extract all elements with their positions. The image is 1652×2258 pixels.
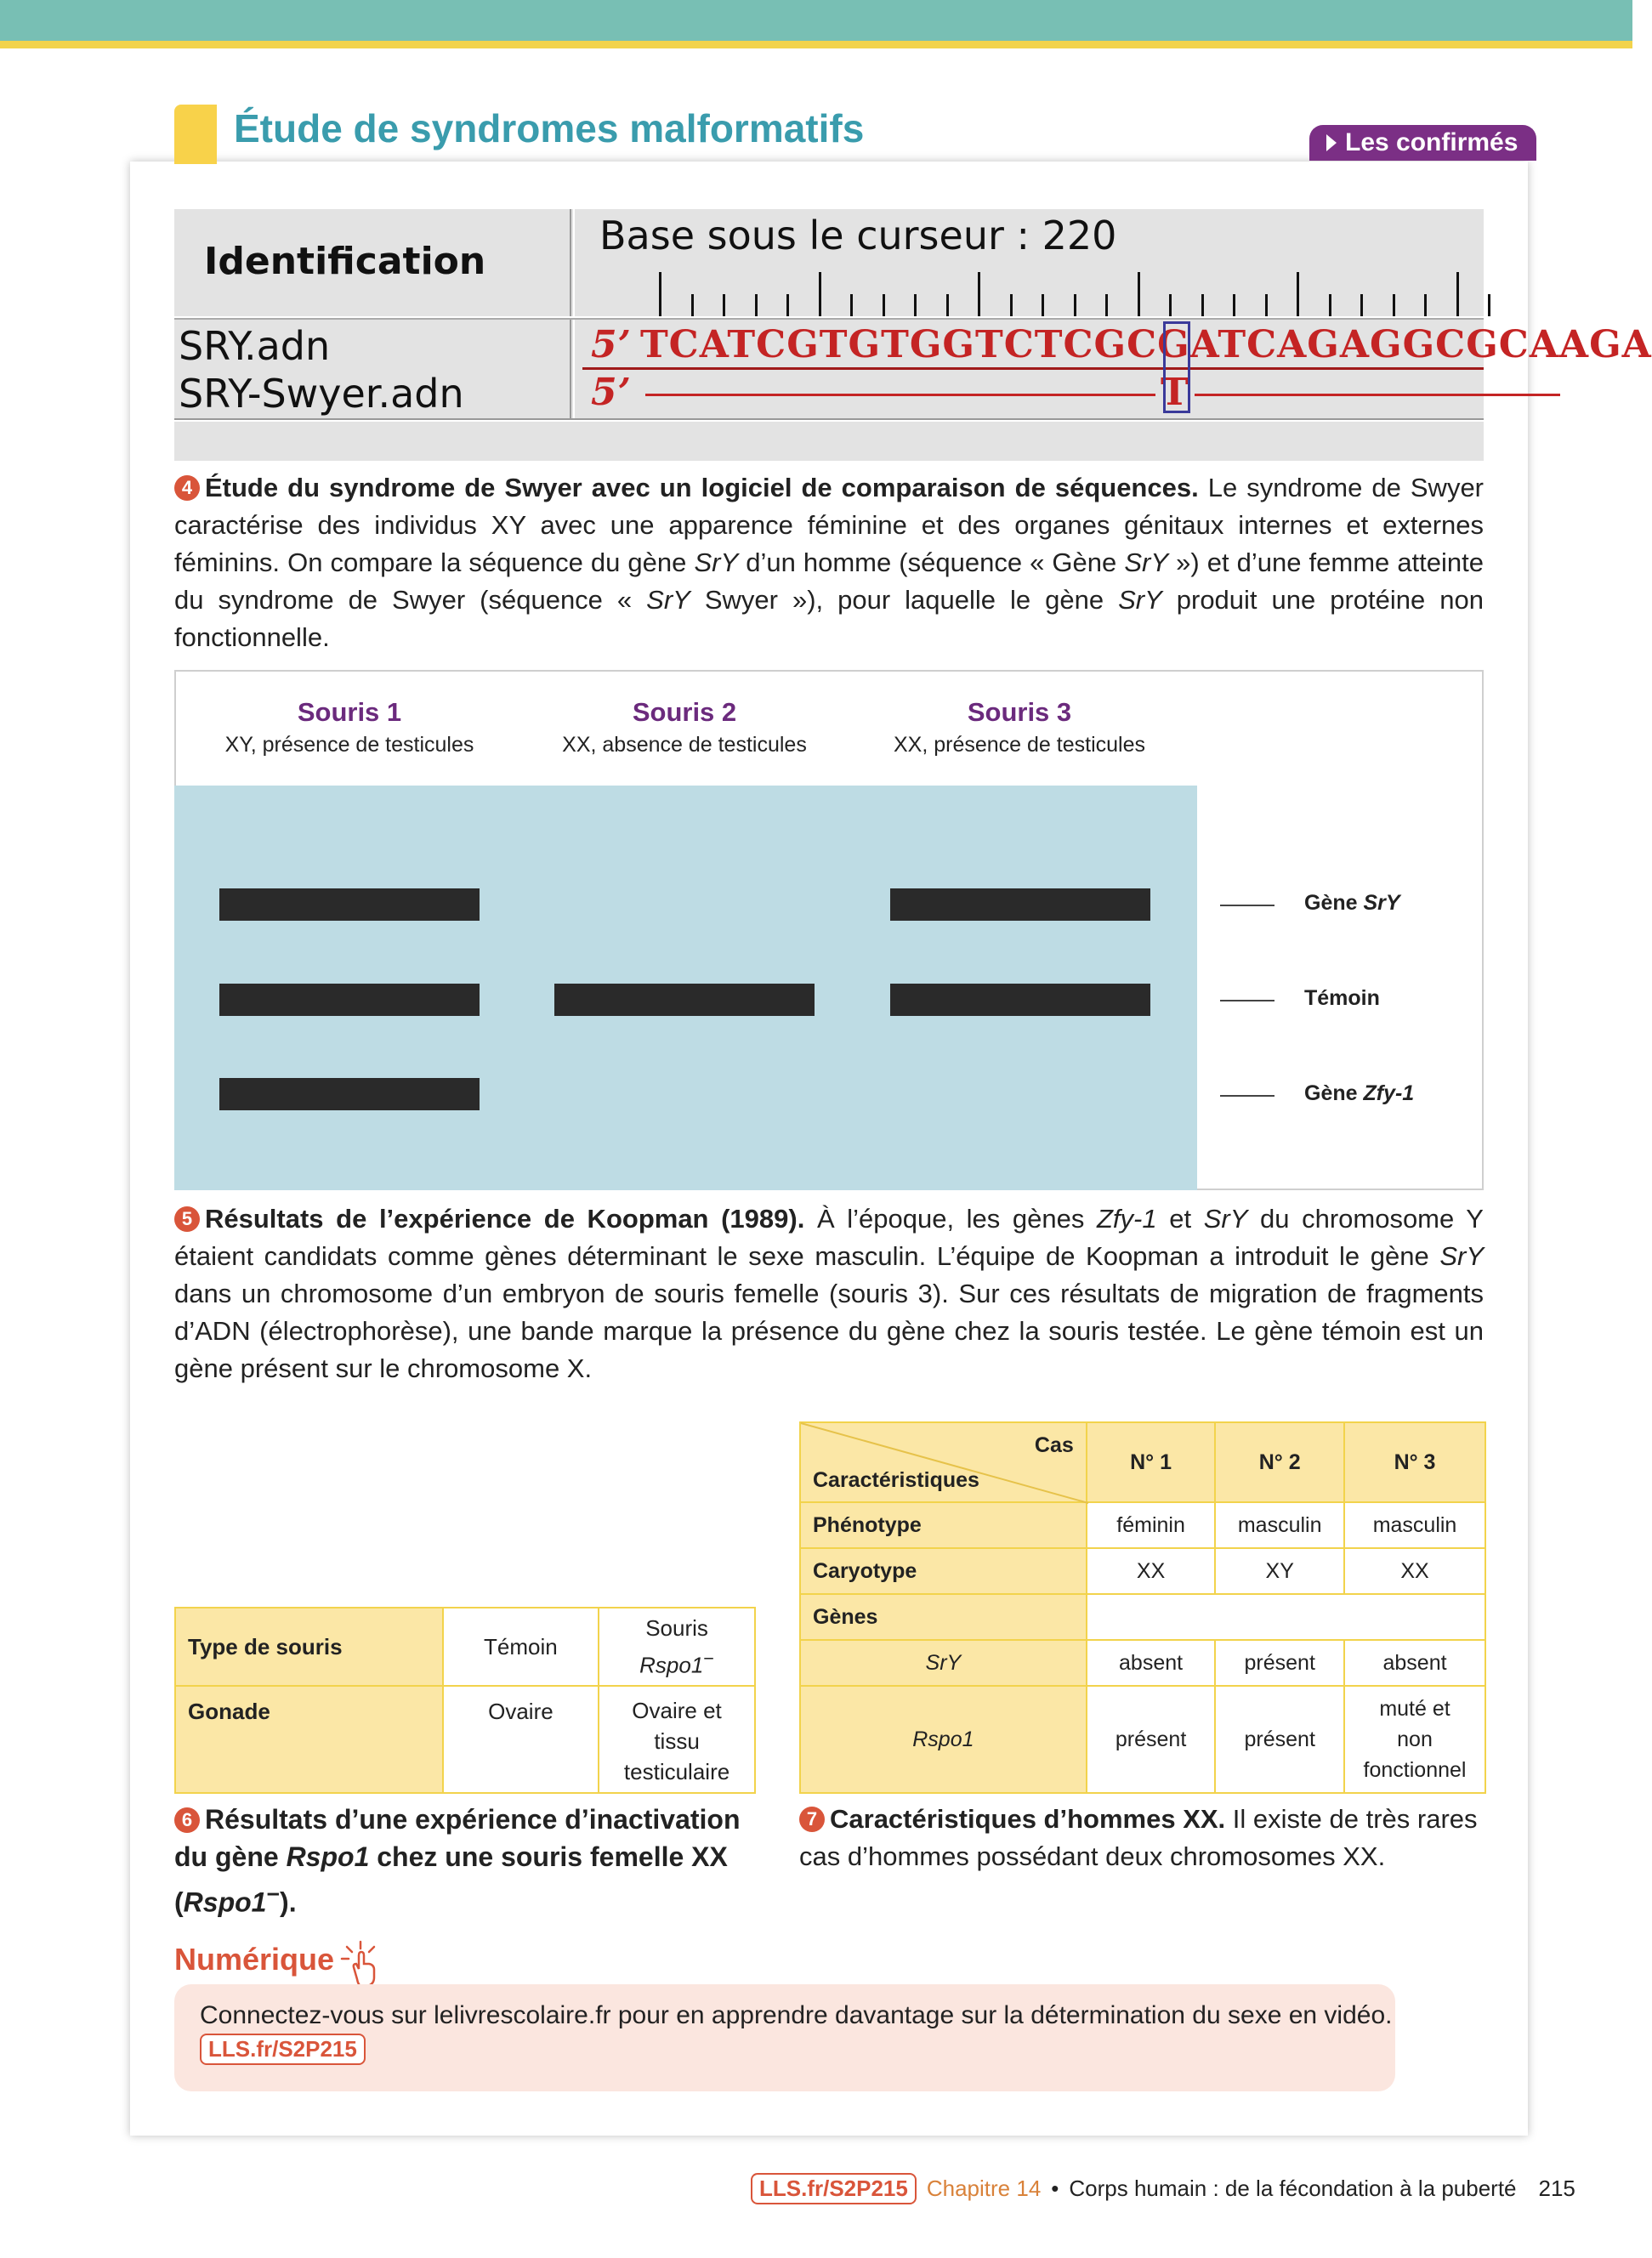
ruler-tick — [1360, 294, 1363, 316]
gene-label: Gène Zfy-1 — [1304, 1081, 1415, 1105]
table-cell: présent — [1215, 1686, 1344, 1793]
ruler-tick — [1488, 294, 1490, 316]
ruler-tick — [1042, 294, 1044, 316]
gene-name: SrY — [1118, 585, 1162, 615]
footer-bullet: • — [1051, 2176, 1059, 2201]
caption-text: produit une protéine non fonctionnelle. — [174, 585, 1484, 652]
doc5-caption — [174, 1200, 1484, 1387]
table-corner — [800, 1422, 1087, 1502]
mouse-name: Souris 2 — [632, 697, 737, 727]
level-badge — [1309, 125, 1536, 161]
ruler-tick — [1169, 294, 1172, 316]
footer-subject: Corps humain : de la fécondation à la puberté — [1069, 2176, 1517, 2201]
gene-label: Gène SrY — [1304, 891, 1400, 915]
table-cell: Ovaire — [443, 1686, 599, 1793]
mouse-header — [188, 697, 511, 757]
caption-text: d’un homme (séquence « Gène — [738, 547, 1125, 577]
numerique-link[interactable]: LLS.fr/S2P215 — [200, 2034, 366, 2065]
sequence-row — [591, 371, 1565, 414]
table-cell: Ovaire et tissu testiculaire — [599, 1686, 755, 1793]
doc-number: 7 — [799, 1807, 825, 1832]
caption-text: À l’époque, les gènes — [804, 1204, 1097, 1234]
table-row-header: Rspo1 — [800, 1686, 1087, 1793]
ruler-tick — [978, 272, 980, 316]
doc-number: 6 — [174, 1807, 200, 1833]
numerique-text: Connectez-vous sur lelivrescolaire.fr pour en apprendre davantage sur la détermination du sexe en vidéo. — [200, 2001, 1393, 2029]
table-row-header: SrY — [800, 1640, 1087, 1686]
doc-number: 5 — [174, 1206, 200, 1232]
play-icon — [1326, 134, 1337, 151]
table-cell: Témoin — [443, 1608, 599, 1686]
mouse-header — [858, 697, 1181, 757]
footer-chapter: Chapitre 14 — [926, 2176, 1042, 2201]
table-cell: XX — [1087, 1548, 1216, 1594]
ruler-tick — [755, 294, 758, 316]
page-number: 215 — [1538, 2176, 1575, 2201]
divider — [174, 418, 1484, 422]
top-band — [0, 0, 1632, 41]
gene-name: SrY — [1439, 1241, 1484, 1271]
gene-name: SrY — [646, 585, 690, 615]
prime-label: 5’ — [591, 371, 632, 414]
table-row-header: Phénotype — [800, 1502, 1087, 1548]
identical-bases — [1195, 394, 1560, 396]
prime-label: 5’ — [591, 323, 632, 366]
table-cell: masculin — [1344, 1502, 1485, 1548]
sequence-bases: TCATCGTGTGGTCTCGCGATCAGAGGCGCAAGA — [639, 323, 1652, 366]
gene-pointer — [1220, 1095, 1274, 1097]
table-cell: XY — [1215, 1548, 1344, 1594]
table-cell: absent — [1087, 1640, 1216, 1686]
caption-text: Il existe de très rares cas d’hommes possédant deux chromosomes XX. — [799, 1804, 1478, 1871]
ruler-tick — [850, 294, 853, 316]
page-footer — [751, 2173, 1575, 2204]
identical-bases — [645, 394, 1155, 396]
corner-top-label: Cas — [1034, 1433, 1074, 1457]
gene-name: Zfy-1 — [1096, 1204, 1157, 1234]
caption-text: du chromosome Y étaient candidats comme gènes déterminant le sexe masculin. L’équipe de Koopman a introduit le gène — [174, 1204, 1484, 1271]
level-badge-label: Les confirmés — [1345, 128, 1519, 156]
sequence-comparison-screenshot — [174, 209, 1652, 461]
sequence-name: SRY.adn — [179, 323, 331, 369]
table-cell: absent — [1344, 1640, 1485, 1686]
gene-name: SrY — [1124, 547, 1169, 577]
mouse-description: XX, absence de testicules — [562, 733, 807, 757]
table-cell: masculin — [1215, 1502, 1344, 1548]
sequence-divider — [582, 367, 1484, 370]
divider — [174, 316, 1484, 320]
ruler-tick — [1105, 294, 1108, 316]
table-cell: présent — [1215, 1640, 1344, 1686]
corner-bottom-label: Caractéristiques — [813, 1468, 979, 1492]
table-cell: XX — [1344, 1548, 1485, 1594]
caption-lead: Étude du syndrome de Swyer avec un logiciel de comparaison de séquences. — [205, 473, 1199, 502]
ruler-tick — [1456, 272, 1459, 316]
footer-link[interactable]: LLS.fr/S2P215 — [751, 2173, 917, 2204]
ruler-tick — [883, 294, 885, 316]
ruler-tick — [1424, 294, 1427, 316]
doc-number: 4 — [174, 475, 200, 501]
caption-text: dans un chromosome d’un embryon de souris femelle (souris 3). Sur ces résultats de migration de fragments d’ADN (électrophorèse), une bande marque la présence du gène chez la souris testée. Le gène témoin est un gène présent sur le chromosome X. — [174, 1279, 1484, 1383]
gene-pointer — [1220, 1000, 1274, 1001]
gene-label: Témoin — [1304, 986, 1380, 1010]
page-title: Étude de syndromes malformatifs — [234, 106, 865, 150]
ruler-tick — [1265, 294, 1268, 316]
table-cell — [1087, 1594, 1485, 1640]
divider — [570, 209, 575, 420]
table-row-header: Gonade — [175, 1686, 443, 1793]
rspo1-table — [174, 1607, 756, 1794]
ruler-tick — [1074, 294, 1076, 316]
ruler-tick — [723, 294, 725, 316]
gel-band — [890, 888, 1150, 921]
ruler-tick — [1233, 294, 1235, 316]
base-cursor-readout: Base sous le curseur : 220 — [599, 213, 1117, 258]
ruler-tick — [914, 294, 917, 316]
doc4-caption — [174, 469, 1484, 656]
column-header: N° 1 — [1087, 1422, 1216, 1502]
ruler-tick — [1329, 294, 1331, 316]
ruler-tick — [1393, 294, 1395, 316]
table-cell: Souris Rspo1− — [599, 1608, 755, 1686]
ruler-tick — [691, 294, 694, 316]
caption-lead: Résultats de l’expérience de Koopman (1989). — [205, 1204, 805, 1234]
mouse-name: Souris 3 — [967, 697, 1072, 727]
gene-pointer — [1220, 905, 1274, 906]
caption-text: et — [1156, 1204, 1204, 1234]
ruler-tick — [659, 272, 661, 316]
mouse-description: XX, présence de testicules — [894, 733, 1145, 757]
gel-band — [890, 984, 1150, 1016]
title-marker — [174, 105, 217, 164]
caption-text: Le syndrome de Swyer caractérise des individus XY avec une apparence féminine et des organes génitaux internes et externes féminins. On compare la séquence du gène — [174, 473, 1485, 577]
ruler-tick — [946, 294, 949, 316]
gene-name: SrY — [694, 547, 739, 577]
gel-band — [219, 888, 480, 921]
numerique-title: Numérique — [174, 1942, 335, 1977]
cursor-box — [1160, 321, 1190, 414]
sequence-name: SRY-Swyer.adn — [179, 371, 464, 417]
doc7-caption — [799, 1801, 1486, 1875]
table-row-header: Type de souris — [175, 1608, 443, 1686]
identification-label: Identification — [204, 240, 486, 283]
table-cell: présent — [1087, 1686, 1216, 1793]
ruler-tick — [786, 294, 789, 316]
top-stripe — [0, 41, 1632, 48]
gene-name: SrY — [1203, 1204, 1248, 1234]
ruler-tick — [1010, 294, 1013, 316]
table-cell: féminin — [1087, 1502, 1216, 1548]
table-cell: muté et non fonctionnel — [1344, 1686, 1485, 1793]
table-row-header: Caryotype — [800, 1548, 1087, 1594]
doc6-caption: 6 Résultats d’une expérience d’inactivation du gène Rspo1 chez une souris femelle XX (Rspo1−). — [174, 1804, 741, 1918]
tap-hand-icon — [335, 1940, 389, 1988]
column-header: N° 3 — [1344, 1422, 1485, 1502]
sequence-row — [591, 323, 1652, 366]
caption-lead: Caractéristiques d’hommes XX. — [830, 1804, 1226, 1834]
gel-band — [219, 1078, 480, 1110]
mouse-header — [523, 697, 846, 757]
column-header: N° 2 — [1215, 1422, 1344, 1502]
mouse-name: Souris 1 — [297, 697, 402, 727]
mouse-description: XY, présence de testicules — [224, 733, 474, 757]
gel-band — [554, 984, 815, 1016]
ruler-tick — [819, 272, 821, 316]
ruler-tick — [1201, 294, 1204, 316]
caption-text: ») et d’une femme atteinte du syndrome de Swyer (séquence « — [174, 547, 1485, 615]
ruler-tick — [1138, 272, 1140, 316]
table-row-header: Gènes — [800, 1594, 1087, 1640]
ruler-tick — [1297, 272, 1299, 316]
caption-text: Swyer »), pour laquelle le gène — [690, 585, 1119, 615]
mutation-base: T — [1160, 371, 1189, 414]
gel-band — [219, 984, 480, 1016]
xx-men-table — [799, 1421, 1486, 1794]
